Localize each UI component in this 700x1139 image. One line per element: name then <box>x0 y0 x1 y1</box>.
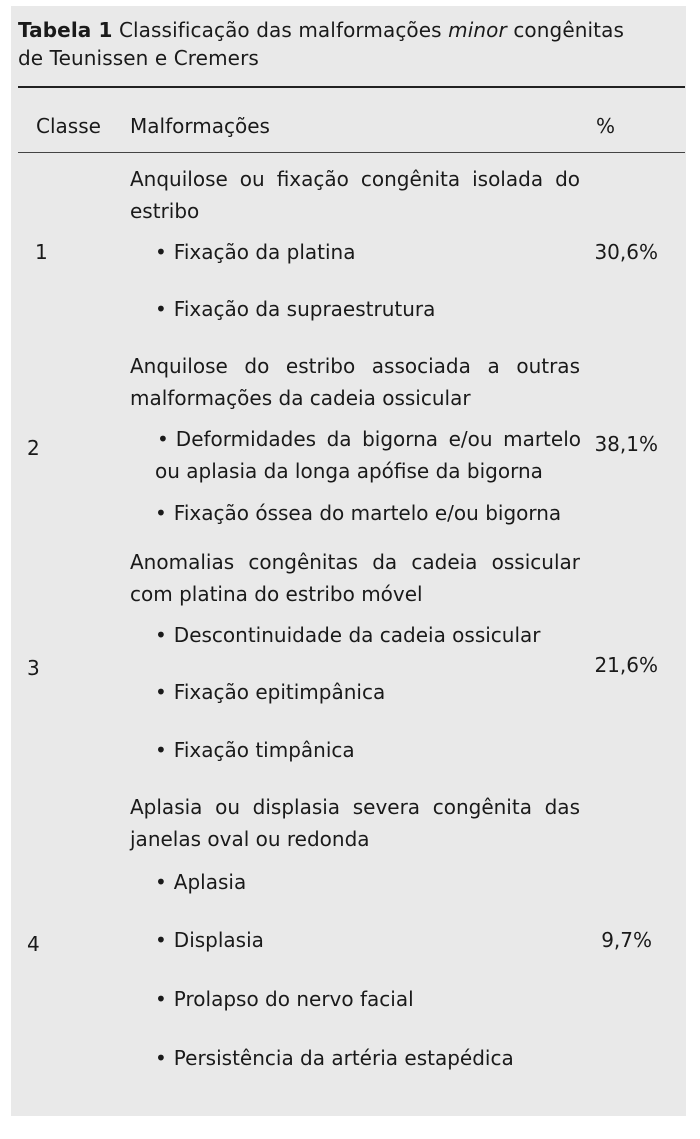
list-item-text: Descontinuidade da cadeia ossicular <box>173 623 541 647</box>
list-item: • Persistência da artéria estapédica <box>155 1046 514 1070</box>
list-item-text: Persistência da artéria estapédica <box>173 1046 514 1070</box>
list-item: • Fixação da platina <box>155 240 356 264</box>
list-item: • Descontinuidade da cadeia ossicular <box>155 623 541 647</box>
row-2-description: Anquilose do estribo associada a outras malformações da cadeia ossicular <box>130 354 580 410</box>
row-3-classe: 3 <box>27 656 40 680</box>
list-item-text: Deformidades da bigorna e/ou martelo ou aplasia da longa apófise da bigorna <box>155 427 581 483</box>
row-1-percent: 30,6% <box>594 240 658 264</box>
list-item: • Deformidades da bigorna e/ou martelo ou aplasia da longa apófise da bigorna <box>155 427 581 483</box>
row-4-percent: 9,7% <box>601 928 652 952</box>
row-2-classe: 2 <box>27 436 40 460</box>
caption-label: Tabela 1 <box>18 18 113 42</box>
list-item-text: Displasia <box>173 928 264 952</box>
list-item: • Aplasia <box>155 870 247 894</box>
row-1-classe: 1 <box>35 240 48 264</box>
list-item: • Fixação da supraestrutura <box>155 297 436 321</box>
row-3-percent: 21,6% <box>594 653 658 677</box>
header-percent: % <box>596 114 616 138</box>
list-item-text: Prolapso do nervo facial <box>173 987 414 1011</box>
top-rule <box>18 86 685 88</box>
row-3-description: Anomalias congênitas da cadeia ossicular com platina do estribo móvel <box>130 550 580 606</box>
list-item: • Fixação óssea do martelo e/ou bigorna <box>155 501 562 525</box>
row-2-percent: 38,1% <box>594 432 658 456</box>
list-item: • Prolapso do nervo facial <box>155 987 414 1011</box>
list-item-text: Fixação da supraestrutura <box>173 297 436 321</box>
list-item-text: Fixação epitimpânica <box>173 680 386 704</box>
row-4-classe: 4 <box>27 932 40 956</box>
row-1-description: Anquilose ou fixação congênita isolada do estribo <box>130 167 580 223</box>
list-item-text: Fixação óssea do martelo e/ou bigorna <box>173 501 562 525</box>
header-rule <box>18 152 685 153</box>
table-caption <box>18 16 658 72</box>
row-4-description: Aplasia ou displasia severa congênita das janelas oval ou redonda <box>130 795 580 851</box>
list-item: • Displasia <box>155 928 264 952</box>
list-item: • Fixação epitimpânica <box>155 680 386 704</box>
header-classe: Classe <box>36 114 101 138</box>
header-malformacoes: Malformações <box>130 114 270 138</box>
caption-italic: minor <box>448 18 507 42</box>
list-item-text: Aplasia <box>173 870 247 894</box>
caption-line2: de Teunissen e Cremers <box>18 46 259 70</box>
caption-text-end: congênitas <box>513 18 624 42</box>
list-item: • Fixação timpânica <box>155 738 355 762</box>
caption-text: Classificação das malformações <box>118 18 442 42</box>
list-item-text: Fixação timpânica <box>173 738 355 762</box>
list-item-text: Fixação da platina <box>173 240 356 264</box>
